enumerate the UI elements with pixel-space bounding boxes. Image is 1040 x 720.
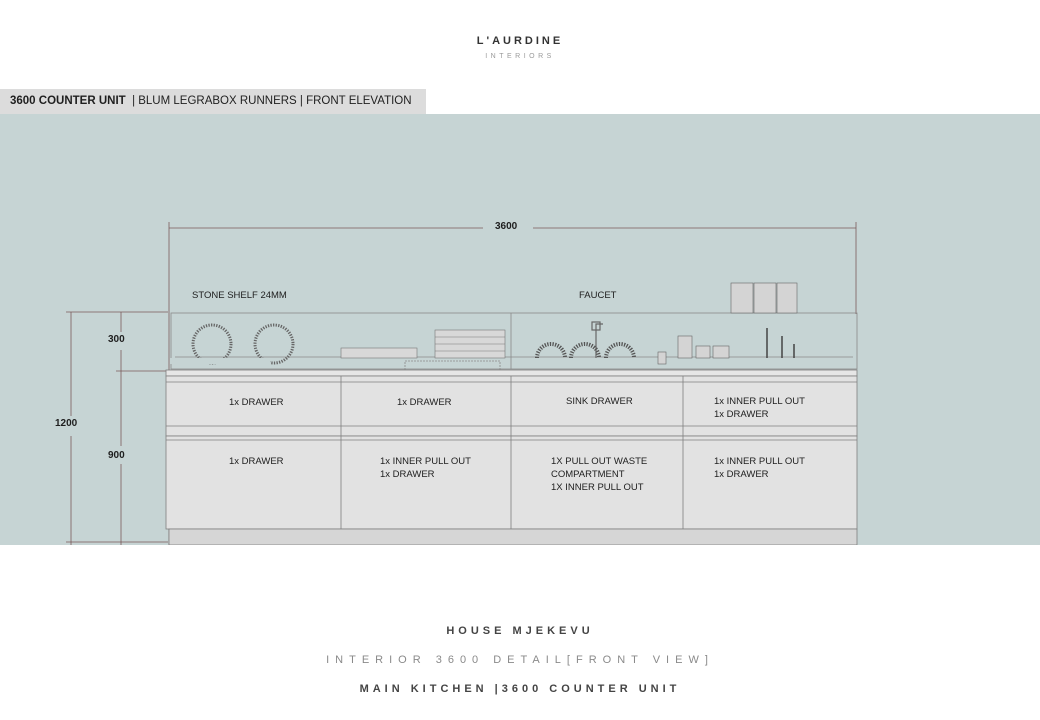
canister-3: [777, 283, 797, 313]
brand-name: L'AURDINE: [476, 35, 564, 47]
dimension-overall-width: 3600: [495, 221, 518, 232]
dimension-base-height: 900: [108, 450, 125, 461]
countertop: [166, 370, 857, 376]
upper-cell-4: [714, 395, 805, 421]
brand-header: [0, 35, 1040, 60]
lower-cell-3: [551, 455, 647, 494]
upper-cell-4-line1: 1x INNER PULL OUT: [714, 396, 805, 407]
jars-decor: [658, 283, 797, 364]
dimension-shelf-height: 300: [108, 334, 125, 345]
lower-cell-4-line2: 1x DRAWER: [714, 469, 769, 480]
drawing-title-bold: 3600 COUNTER UNIT: [10, 95, 126, 107]
lower-cell-3-line2: COMPARTMENT: [551, 469, 625, 480]
footer-project: HOUSE MJEKEVU: [446, 625, 594, 637]
fan-plate-3: [606, 344, 634, 358]
elevation-drawing: [0, 114, 1040, 545]
lower-cell-3-line1: 1X PULL OUT WASTE: [551, 456, 648, 467]
fan-plate-1: [537, 344, 565, 358]
upper-cell-1: 1x DRAWER: [229, 397, 284, 408]
upper-cell-2: 1x DRAWER: [397, 397, 452, 408]
upper-cell-3: SINK DRAWER: [566, 396, 633, 407]
footer-detail: INTERIOR 3600 DETAIL[FRONT VIEW]: [326, 654, 714, 666]
fan-plate-2: [571, 344, 599, 358]
brand-subtitle: INTERIORS: [485, 53, 555, 60]
upper-cell-4-line2: 1x DRAWER: [714, 409, 769, 420]
canister-1: [731, 283, 753, 313]
footer-room: MAIN KITCHEN |3600 COUNTER UNIT: [359, 683, 681, 695]
fan-plates-decor: [537, 344, 634, 358]
jar-3: [713, 346, 729, 358]
lower-cell-1: 1x DRAWER: [229, 456, 284, 467]
dishes-decor: [341, 330, 505, 358]
dimension-overall-height: 1200: [55, 418, 78, 429]
lower-cell-2: [380, 455, 471, 481]
plate-mask: [170, 358, 270, 364]
canister-2: [754, 283, 776, 313]
drawing-title-rest: | BLUM LEGRABOX RUNNERS | FRONT ELEVATION: [132, 95, 412, 107]
lower-cell-2-line1: 1x INNER PULL OUT: [380, 456, 471, 467]
label-faucet: FAUCET: [579, 290, 617, 301]
faucet-decor: [592, 322, 603, 358]
stacked-bowls: [341, 348, 417, 358]
shelf-frame: [171, 313, 857, 369]
lower-cell-4-line1: 1x INNER PULL OUT: [714, 456, 805, 467]
lower-cell-4: [714, 455, 805, 481]
lower-drawer-row: [166, 436, 857, 529]
lower-cell-3-line3: 1X INNER PULL OUT: [551, 482, 644, 493]
plinth: [169, 529, 857, 545]
lower-cell-2-line2: 1x DRAWER: [380, 469, 435, 480]
jar-2: [696, 346, 710, 358]
label-stone-shelf: STONE SHELF 24MM: [192, 290, 287, 301]
spice-jar: [658, 352, 666, 364]
sink-outline: [405, 361, 500, 371]
utensils-decor: [767, 328, 794, 358]
drawing-title-bar: [0, 89, 426, 114]
jar-1: [678, 336, 692, 358]
